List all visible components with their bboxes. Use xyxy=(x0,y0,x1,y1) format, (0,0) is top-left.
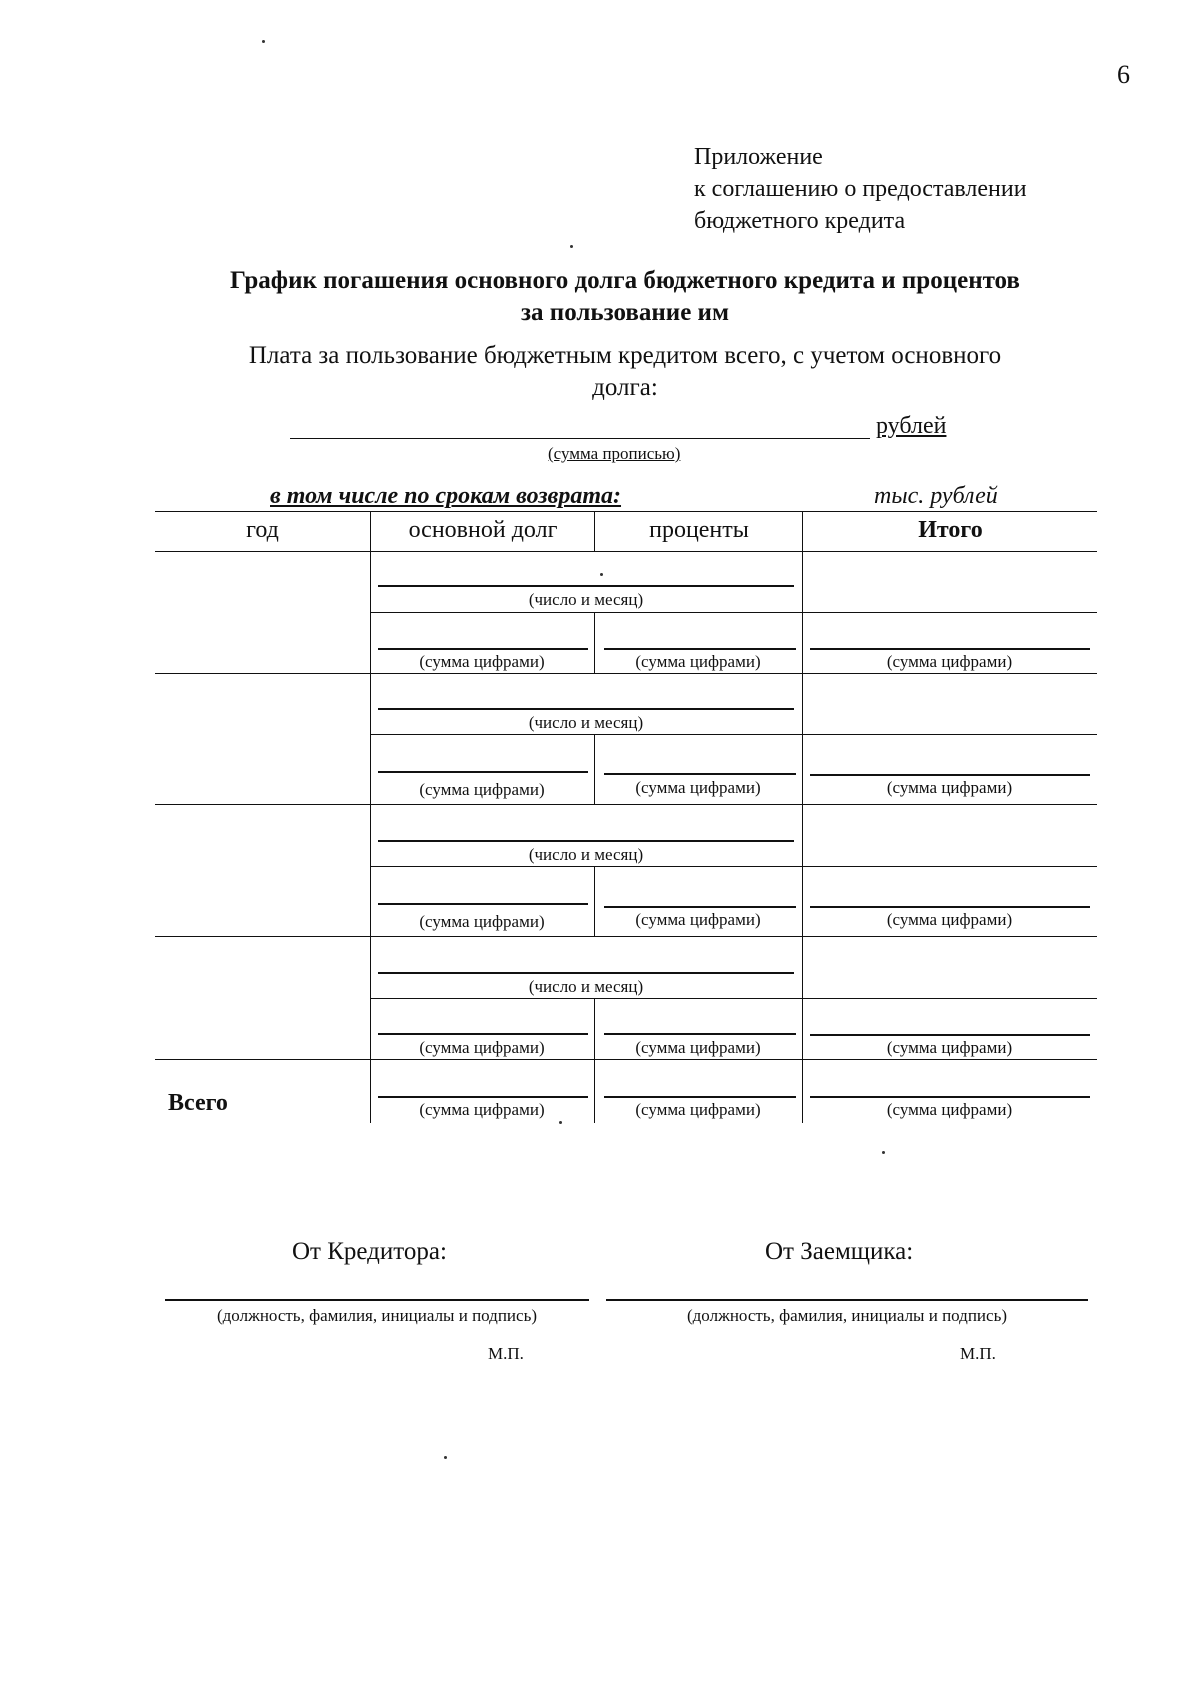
document-title xyxy=(0,265,1200,329)
page-number: 6 xyxy=(1117,60,1130,89)
total-sum-blank[interactable] xyxy=(290,438,870,439)
row-1-principal-blank[interactable] xyxy=(378,648,588,650)
total-principal-caption: (сумма цифрами) xyxy=(419,1100,545,1119)
appendix-line-1: Приложение xyxy=(694,144,823,170)
row-4-total-blank[interactable] xyxy=(810,1034,1090,1036)
appendix-line-3: бюджетного кредита xyxy=(694,208,906,234)
appendix-line-2: к соглашению о предоставлении xyxy=(694,176,1027,202)
schedule-intro: в том числе по срокам возврата: xyxy=(270,483,622,509)
row-1-date-caption: (число и месяц) xyxy=(528,590,644,609)
row-4-date-caption: (число и месяц) xyxy=(528,977,644,996)
creditor-signature-caption: (должность, фамилия, инициалы и подпись) xyxy=(217,1306,537,1325)
row-3-total-caption: (сумма цифрами) xyxy=(886,910,1013,929)
column-divider-header xyxy=(594,511,595,552)
row-3-principal-blank[interactable] xyxy=(378,903,588,905)
document-subtitle xyxy=(0,340,1200,404)
row-2-total-blank[interactable] xyxy=(810,774,1090,776)
row-2-total-caption: (сумма цифрами) xyxy=(886,778,1013,797)
table-top-border xyxy=(155,511,1097,512)
scan-speck xyxy=(444,1456,447,1459)
borrower-signature-caption: (должность, фамилия, инициалы и подпись) xyxy=(687,1306,1007,1325)
scan-speck xyxy=(600,573,603,576)
header-total: Итого xyxy=(918,517,983,543)
row-1-date-divider xyxy=(370,612,1097,613)
row-3-date-divider xyxy=(370,866,1097,867)
borrower-stamp-mark: М.П. xyxy=(960,1344,996,1363)
total-total-blank[interactable] xyxy=(810,1096,1090,1098)
total-sum-caption: (сумма прописью) xyxy=(548,444,681,463)
scan-speck xyxy=(570,245,573,248)
row-2-principal-caption: (сумма цифрами) xyxy=(419,780,545,799)
row-1-interest-caption: (сумма цифрами) xyxy=(635,652,761,671)
scan-speck xyxy=(882,1151,885,1154)
row-2-bottom-border xyxy=(155,804,1097,805)
row-4-date-divider xyxy=(370,998,1097,999)
row-2-interest-blank[interactable] xyxy=(604,773,796,775)
row-3-date-caption: (число и месяц) xyxy=(528,845,644,864)
row-1-principal-caption: (сумма цифрами) xyxy=(419,652,545,671)
subtitle-line-2: долга: xyxy=(592,374,658,401)
row-4-bottom-border xyxy=(155,1059,1097,1060)
row-1-total-caption: (сумма цифрами) xyxy=(886,652,1013,671)
row-2-date-caption: (число и месяц) xyxy=(528,713,644,732)
row-1-total-blank[interactable] xyxy=(810,648,1090,650)
column-divider-total xyxy=(802,511,803,1123)
title-line-2: за пользование им xyxy=(521,299,729,326)
creditor-stamp-mark: М.П. xyxy=(488,1344,524,1363)
subtitle-line-1: Плата за пользование бюджетным кредитом всего, с учетом основного xyxy=(248,342,1002,369)
row-1-interest-blank[interactable] xyxy=(604,648,796,650)
row-3-principal-caption: (сумма цифрами) xyxy=(419,912,545,931)
creditor-signature-line[interactable] xyxy=(165,1299,589,1301)
appendix-note xyxy=(694,141,1027,237)
total-interest-caption: (сумма цифрами) xyxy=(635,1100,761,1119)
borrower-label: От Заемщика: xyxy=(765,1238,914,1265)
borrower-signature-line[interactable] xyxy=(606,1299,1088,1301)
row-3-total-blank[interactable] xyxy=(810,906,1090,908)
title-line-1: График погашения основного долга бюджетного кредита и процентов xyxy=(230,267,1020,294)
header-interest: проценты xyxy=(649,517,749,543)
row-2-principal-blank[interactable] xyxy=(378,771,588,773)
total-row-label: Всего xyxy=(168,1090,228,1116)
row-4-principal-blank[interactable] xyxy=(378,1033,588,1035)
row-3-interest-blank[interactable] xyxy=(604,906,796,908)
row-3-bottom-border xyxy=(155,936,1097,937)
row-4-total-caption: (сумма цифрами) xyxy=(886,1038,1013,1057)
row-4-date-blank[interactable] xyxy=(378,972,794,974)
scan-speck xyxy=(559,1121,562,1124)
total-interest-blank[interactable] xyxy=(604,1096,796,1098)
schedule-units: тыс. рублей xyxy=(874,483,998,509)
row-4-interest-blank[interactable] xyxy=(604,1033,796,1035)
creditor-label: От Кредитора: xyxy=(292,1238,447,1265)
total-principal-blank[interactable] xyxy=(378,1096,588,1098)
header-bottom-border xyxy=(155,551,1097,552)
row-2-date-divider xyxy=(370,734,1097,735)
scan-speck xyxy=(262,40,265,43)
row-3-interest-caption: (сумма цифрами) xyxy=(635,910,761,929)
row-4-interest-caption: (сумма цифрами) xyxy=(635,1038,761,1057)
header-year: год xyxy=(246,517,279,543)
row-2-date-blank[interactable] xyxy=(378,708,794,710)
header-principal: основной долг xyxy=(408,517,558,543)
row-1-bottom-border xyxy=(155,673,1097,674)
row-3-date-blank[interactable] xyxy=(378,840,794,842)
total-total-caption: (сумма цифрами) xyxy=(886,1100,1013,1119)
row-2-interest-caption: (сумма цифрами) xyxy=(635,778,761,797)
total-sum-currency: рублей xyxy=(876,413,947,439)
row-1-date-blank[interactable] xyxy=(378,585,794,587)
row-4-principal-caption: (сумма цифрами) xyxy=(419,1038,545,1057)
